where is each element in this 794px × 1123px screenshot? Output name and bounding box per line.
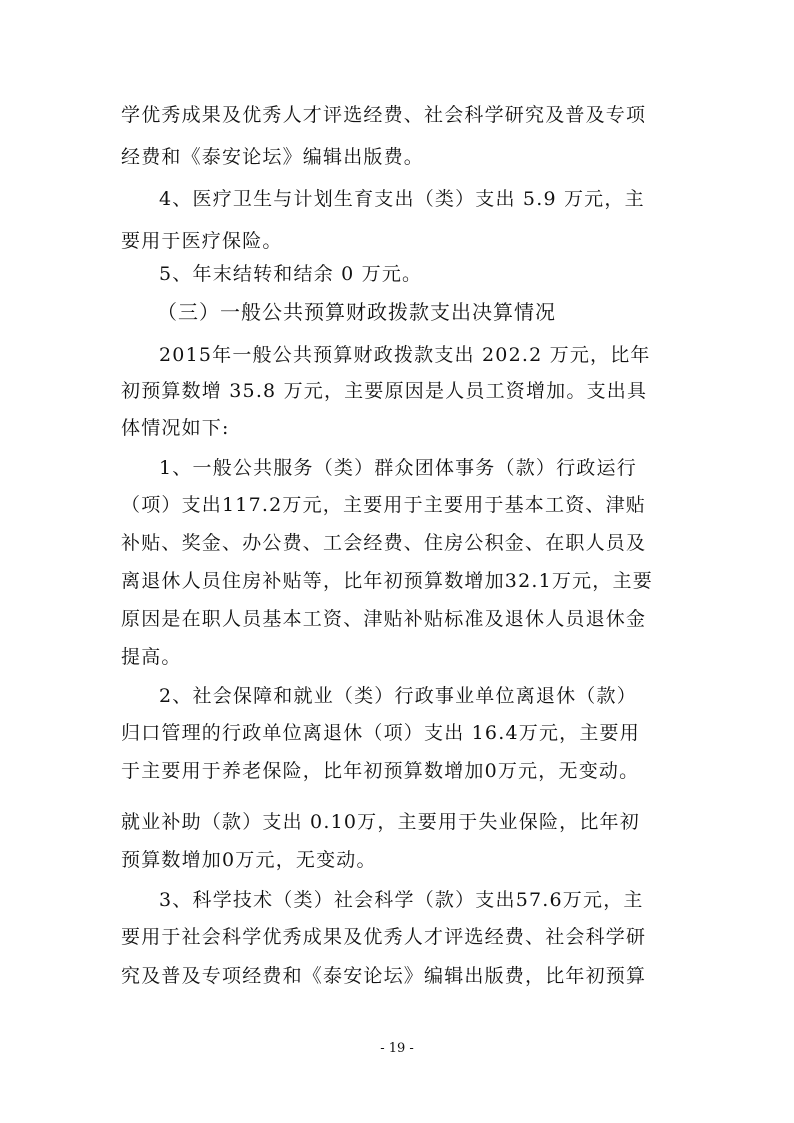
text-line: 学优秀成果及优秀人才评选经费、社会科学研究及普及专项 [121,104,647,126]
text-line: 经费和《泰安论坛》编辑出版费。 [121,146,425,168]
text-line: 究及普及专项经费和《泰安论坛》编辑出版费，比年初预算 [121,965,647,987]
text-line: 体情况如下: [121,417,230,439]
text-line: 原因是在职人员基本工资、津贴补贴标准及退休人员退休金 [121,608,647,630]
paragraph-item-2: 2、社会保障和就业（类）行政事业单位离退休（款） [159,685,637,707]
text-line: 初预算数增 35.8 万元，主要原因是人员工资增加。支出具 [121,380,648,402]
page-number: - 19 - [380,1041,414,1056]
text-line: 离退休人员住房补贴等，比年初预算数增加32.1万元，主要 [121,570,653,592]
text-line: 预算数增加0万元，无变动。 [121,849,377,871]
text-line: 于主要用于养老保险，比年初预算数增加0万元，无变动。 [121,760,640,782]
paragraph-item-1: 1、一般公共服务（类）群众团体事务（款）行政运行 [159,457,637,479]
paragraph-item-4: 4、医疗卫生与计划生育支出（类）支出 5.9 万元，主 [159,188,645,210]
section-heading: （三）一般公共预算财政拨款支出决算情况 [157,300,556,324]
text-line: 要用于社会科学优秀成果及优秀人才评选经费、社会科学研 [121,926,647,948]
paragraph-item-5: 5、年末结转和结余 0 万元。 [159,263,423,285]
paragraph-item-3: 3、科学技术（类）社会科学（款）支出57.6万元，主 [159,889,644,911]
text-line: （项）支出117.2万元，主要用于主要用于基本工资、津贴 [121,494,646,516]
text-line: 归口管理的行政单位离退休（项）支出 16.4万元，主要用 [121,722,640,744]
text-line: 补贴、奖金、办公费、工会经费、住房公积金、在职人员及 [121,532,647,554]
text-line: 要用于医疗保险。 [121,230,283,252]
paragraph-summary: 2015年一般公共预算财政拨款支出 202.2 万元，比年 [159,344,651,366]
text-line: 就业补助（款）支出 0.10万，主要用于失业保险，比年初 [121,811,640,833]
text-line: 提高。 [121,646,182,668]
